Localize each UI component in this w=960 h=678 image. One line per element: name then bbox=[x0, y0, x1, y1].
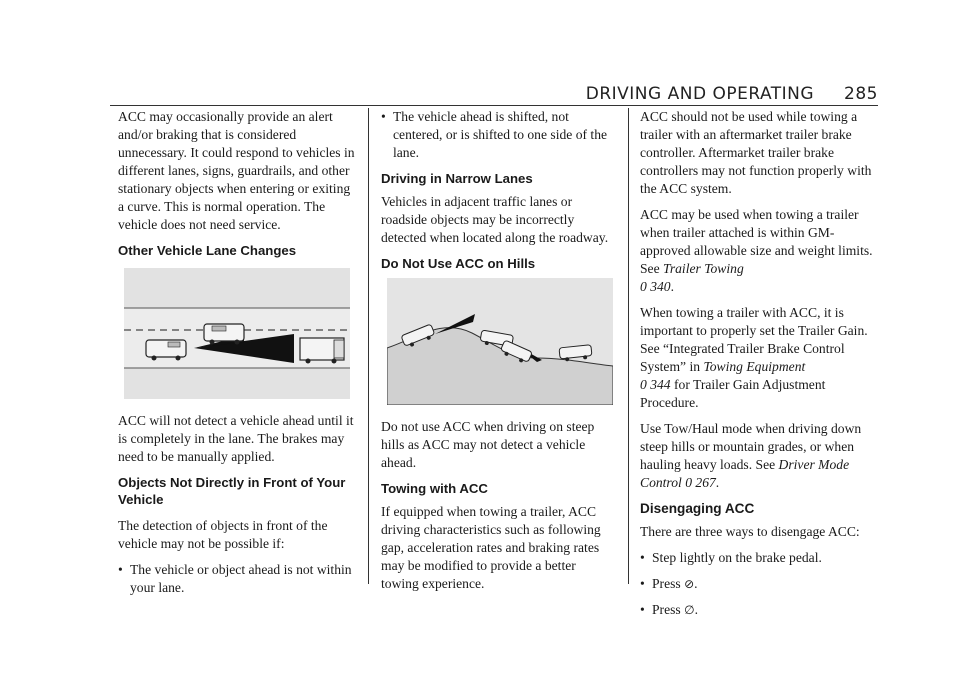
paragraph-not-detect: ACC will not detect a vehicle ahead until it is completely in the lane. The brakes may need to be manually applied. bbox=[118, 413, 354, 464]
lane-change-illustration bbox=[124, 268, 350, 399]
paragraph-adjacent: Vehicles in adjacent traffic lanes or roadside objects may be incorrectly detected when located along the roadway. bbox=[381, 194, 609, 245]
bullet-icon bbox=[381, 108, 393, 162]
page-header bbox=[586, 84, 878, 104]
bullet-press-cancel: • Press ⊘. bbox=[640, 575, 878, 593]
page-ref-267[interactable]: 0 267 bbox=[685, 475, 716, 490]
bullet-icon bbox=[640, 601, 652, 619]
bullet-not-in-lane: • The vehicle or object ahead is not within your lane. bbox=[118, 561, 356, 597]
column-divider-1 bbox=[368, 108, 369, 584]
paragraph-tow-haul: Use Tow/Haul mode when driving down steep hills or mountain grades, or when hauling heavy loads. See Driver Mode Control 0 267. bbox=[640, 421, 862, 490]
paragraph-acc-alert: ACC may occasionally provide an alert and/or braking that is considered unnecessary. It could respond to vehicles in different lanes, signs, guardrails, and other stationary objects when entering or exiting a curve. This is normal operation. The vehicle does not need service. bbox=[118, 109, 355, 232]
bullet-brake-pedal: • Step lightly on the brake pedal. bbox=[640, 549, 878, 567]
link-towing-equipment[interactable]: Towing Equipment bbox=[703, 359, 806, 374]
link-trailer-towing[interactable]: Trailer Towing bbox=[663, 261, 744, 276]
bullet-icon bbox=[118, 561, 130, 597]
paragraph-detection: The detection of objects in front of the vehicle may not be possible if: bbox=[118, 518, 328, 551]
column-3 bbox=[640, 108, 878, 627]
bullet-icon bbox=[640, 575, 652, 593]
acc-cancel-icon: ⊘ bbox=[684, 577, 695, 591]
paragraph-trailer-gain: When towing a trailer with ACC, it is important to properly set the Trailer Gain. See “Integrated Trailer Brake Control System” in Towing Equipment 0 344 for Trailer Gain Adjustment Procedure. bbox=[640, 305, 868, 410]
paragraph-steep-hills: Do not use ACC when driving on steep hills as ACC may not detect a vehicle ahead. bbox=[381, 419, 595, 470]
column-1 bbox=[118, 108, 356, 605]
paragraph-three-ways: There are three ways to disengage ACC: bbox=[640, 524, 860, 539]
heading-hills: Do Not Use ACC on Hills bbox=[381, 256, 536, 271]
column-divider-2 bbox=[628, 108, 629, 584]
hills-illustration bbox=[387, 278, 613, 405]
header-rule bbox=[110, 105, 878, 106]
section-title: DRIVING AND OPERATING bbox=[585, 84, 815, 104]
column-2 bbox=[381, 108, 616, 601]
page-ref-344[interactable]: 0 344 bbox=[640, 377, 671, 392]
paragraph-gm-limits: ACC may be used when towing a trailer when trailer attached is within GM-approved allowable size and weight limits. See Trailer Towing 0 340. bbox=[640, 207, 873, 294]
bullet-shifted: • The vehicle ahead is shifted, not centered, or is shifted to one side of the lane. bbox=[381, 108, 616, 162]
acc-on-off-icon: ∅ bbox=[684, 603, 695, 617]
paragraph-towing: If equipped when towing a trailer, ACC driving characteristics such as following gap, acceleration rates and braking rates may be modified to provide a better towing experience. bbox=[381, 504, 601, 591]
link-driver-mode-control[interactable]: Driver Mode Control bbox=[640, 457, 850, 490]
page-number: 285 bbox=[844, 84, 878, 104]
page-ref-340[interactable]: 0 340 bbox=[640, 279, 671, 294]
bullet-press-onoff: • Press ∅. bbox=[640, 601, 878, 619]
heading-lane-changes: Other Vehicle Lane Changes bbox=[118, 243, 297, 258]
heading-disengaging: Disengaging ACC bbox=[640, 501, 755, 516]
heading-objects-not-front: Objects Not Directly in Front of Your Vehicle bbox=[118, 475, 346, 507]
bullet-icon bbox=[640, 549, 652, 567]
heading-narrow-lanes: Driving in Narrow Lanes bbox=[381, 171, 533, 186]
paragraph-aftermarket: ACC should not be used while towing a trailer with an aftermarket trailer brake controller. Aftermarket trailer brake controllers may not function properly with the ACC system. bbox=[640, 109, 872, 196]
heading-towing: Towing with ACC bbox=[381, 481, 488, 496]
